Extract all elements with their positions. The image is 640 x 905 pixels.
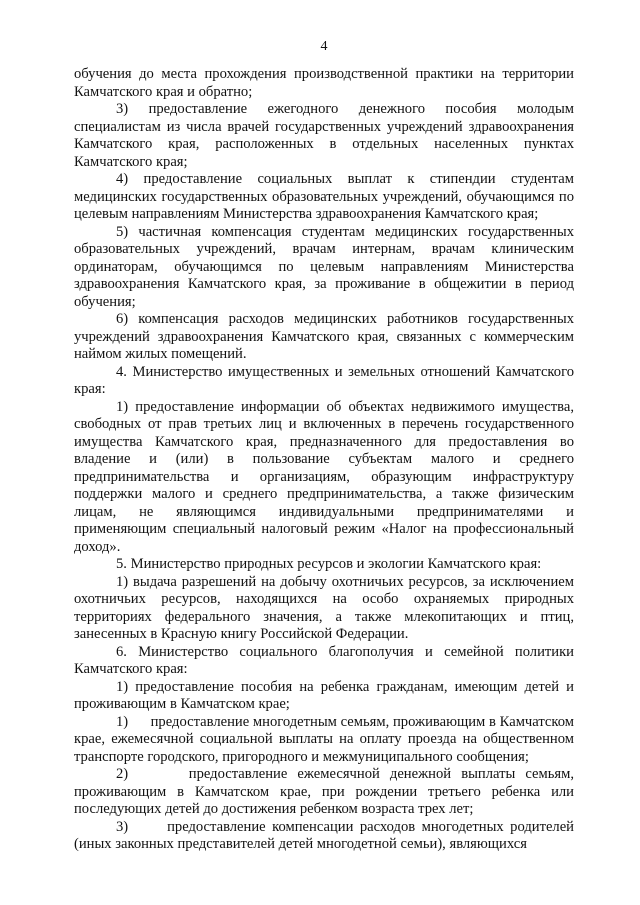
- paragraph: 4) предоставление социальных выплат к стипендии студентам медицинских государственных образовательных учреждений, обучающимся по целевым направлениям Министерства здравоохранения Камчатского края;: [74, 171, 574, 222]
- paragraph: 1) предоставление многодетным семьям, проживающим в Камчатском крае, ежемесячной социальной выплаты на оплату проезда на общественном транспорте городского, пригородного и межмуниципального сообщения;: [74, 713, 578, 765]
- paragraph: 5) частичная компенсация студентам медицинских государственных образовательных учреждений, врачам интернам, врачам клиническим ординаторам, обучающимся по целевым направлениям Министерства здравоохранения Камчатского края, за проживание в общежитии в период обучения;: [74, 223, 574, 310]
- paragraph: 1) предоставление пособия на ребенка гражданам, имеющим детей и проживающим в Камчатском крае;: [74, 678, 574, 712]
- paragraph: 5. Министерство природных ресурсов и экологии Камчатского края:: [116, 556, 542, 572]
- paragraph: обучения до места прохождения производственной практики на территории Камчатского края и обратно;: [74, 66, 574, 100]
- document-body: [74, 66, 578, 854]
- paragraph: 4. Министерство имущественных и земельных отношений Камчатского края:: [74, 363, 574, 397]
- paragraph: 3) предоставление компенсации расходов многодетных родителей (иных законных представителей детей многодетной семьи), являющихся: [74, 818, 578, 852]
- paragraph: 3) предоставление ежегодного денежного пособия молодым специалистам из числа врачей государственных учреждений здравоохранения Камчатского края, расположенных в отдельных населенных пунктах Камчатского края;: [74, 101, 574, 170]
- page-number: 4: [320, 39, 328, 54]
- paragraph: 1) предоставление информации об объектах недвижимого имущества, свободных от прав третьих лиц и включенных в перечень государственного имущества Камчатского края, предназначенного для предоставления во владение и (или) в пользование субъектам малого и среднего предпринимательства и организациям, образующим инфраструктуру поддержки малого и среднего предпринимательства, а также физическим лицам, не являющимся индивидуальными предпринимателями и применяющим специальный налоговый режим «Налог на профессиональный доход».: [74, 398, 574, 555]
- document-page: [74, 0, 578, 905]
- paragraph: 6) компенсация расходов медицинских работников государственных учреждений здравоохранения Камчатского края, связанных с коммерческим наймом жилых помещений.: [74, 311, 574, 362]
- paragraph: 1) выдача разрешений на добычу охотничьих ресурсов, за исключением охотничьих ресурсов, находящихся на особо охраняемых природных территориях федерального значения, а также млекопитающих и птиц, занесенных в Красную книгу Российской Федерации.: [74, 573, 574, 642]
- paragraph: 6. Министерство социального благополучия и семейной политики Камчатского края:: [74, 643, 574, 677]
- paragraph: 2) предоставление ежемесячной денежной выплаты семьям, проживающим в Камчатском крае, при рождении третьего ребенка или последующих детей до достижения ребенком возраста трех лет;: [74, 766, 578, 817]
